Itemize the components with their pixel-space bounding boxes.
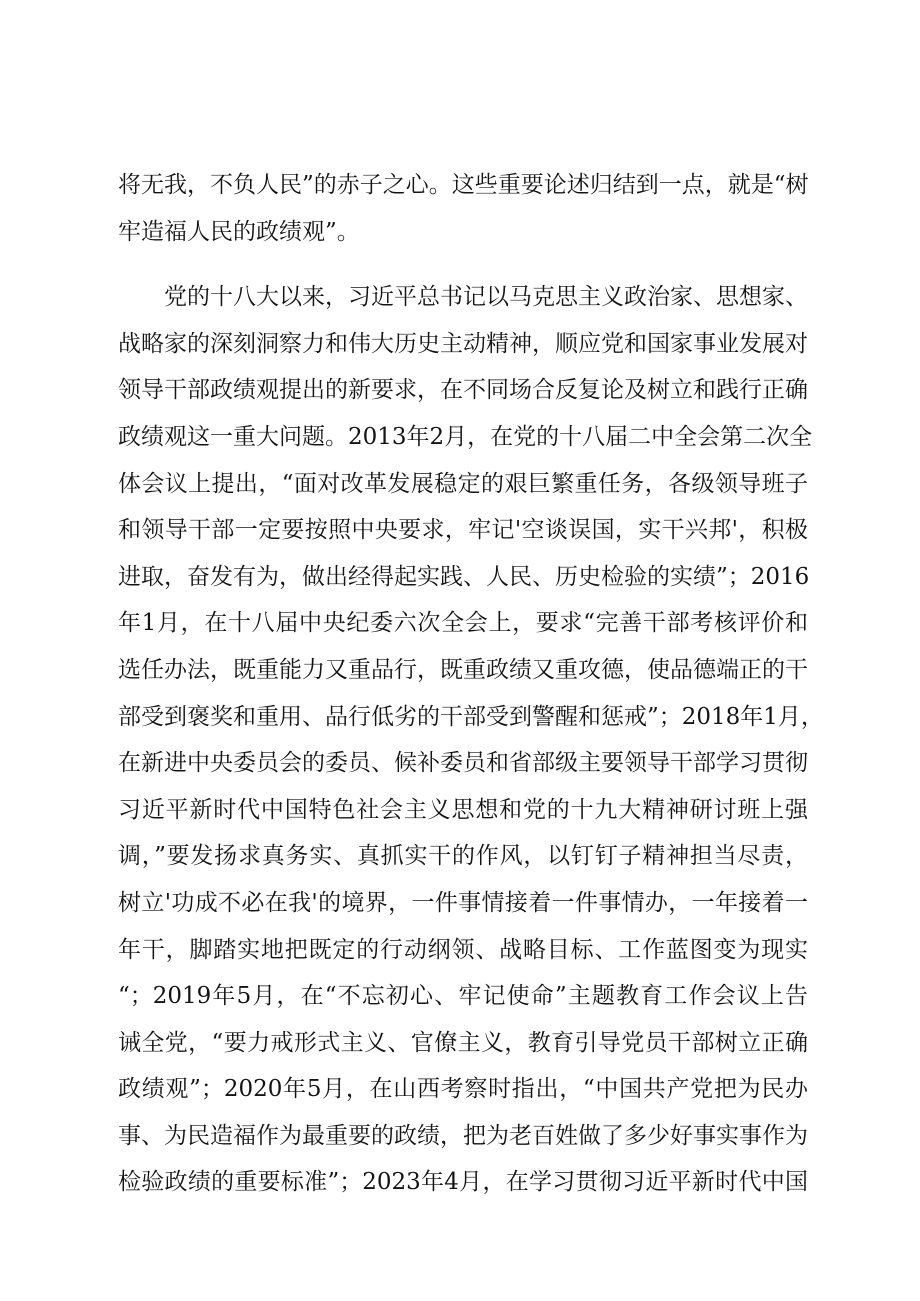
text-line: 调，”要发扬求真务实、真抓实干的作风，以钉钉子精神担当尽责，	[118, 843, 808, 870]
text-line: 进取，奋发有为，做出经得起实践、人民、历史检验的实绩”；2016	[118, 563, 810, 590]
text-line: 政绩观”；2020年5月，在山西考察时指出，“中国共产党把为民办	[118, 1076, 808, 1103]
text-line: 在新进中央委员会的委员、候补委员和省部级主要领导干部学习贯彻	[118, 750, 808, 777]
text-line: 领导干部政绩观提出的新要求，在不同场合反复论及树立和践行正确	[118, 377, 808, 404]
text-line: 事、为民造福作为最重要的政绩，把为老百姓做了多少好事实事作为	[118, 1122, 808, 1149]
text-line: 年干，脚踏实地把既定的行动纲领、战略目标、工作蓝图变为现实	[118, 936, 808, 963]
text-line: 牢造福人民的政绩观”。	[118, 218, 360, 245]
text-line: 战略家的深刻洞察力和伟大历史主动精神，顺应党和国家事业发展对	[118, 330, 808, 357]
text-line: 党的十八大以来，习近平总书记以马克思主义政治家、思想家、	[164, 284, 808, 311]
text-line: 政绩观这一重大问题。2013年2月，在党的十八届二中全会第二次全	[118, 423, 813, 450]
text-line: 树立'功成不必在我'的境界，一件事情接着一件事情办，一年接着一	[118, 889, 808, 916]
text-line: 习近平新时代中国特色社会主义思想和党的十九大精神研讨班上强	[118, 796, 808, 823]
paragraph-gap	[118, 255, 808, 274]
text-line: 将无我，不负人民”的赤子之心。这些重要论述归结到一点，就是“树	[118, 172, 809, 198]
text-line: 选任办法，既重能力又重品行，既重政绩又重攻德，使品德端正的干	[118, 656, 808, 683]
text-line: 诫全党，“要力戒形式主义、官僚主义，教育引导党员干部树立正确	[118, 1029, 808, 1056]
text-line: 和领导干部一定要按照中央要求，牢记'空谈误国，实干兴邦'，积极	[118, 517, 808, 544]
text-line: 部受到褒奖和重用、品行低劣的干部受到警醒和惩戒”；2018年1月，	[118, 703, 824, 730]
text-line: 检验政绩的重要标准”；2023年4月，在学习贯彻习近平新时代中国	[118, 1169, 808, 1196]
document-body	[118, 162, 824, 1206]
paragraph-1	[118, 162, 808, 255]
text-line: 年1月，在十八届中央纪委六次全会上，要求“完善干部考核评价和	[118, 610, 808, 637]
paragraph-2	[118, 274, 824, 1206]
text-line: “；2019年5月，在“不忘初心、牢记使命”主题教育工作会议上告	[118, 983, 808, 1010]
text-line: 体会议上提出，“面对改革发展稳定的艰巨繁重任务，各级领导班子	[118, 470, 808, 497]
